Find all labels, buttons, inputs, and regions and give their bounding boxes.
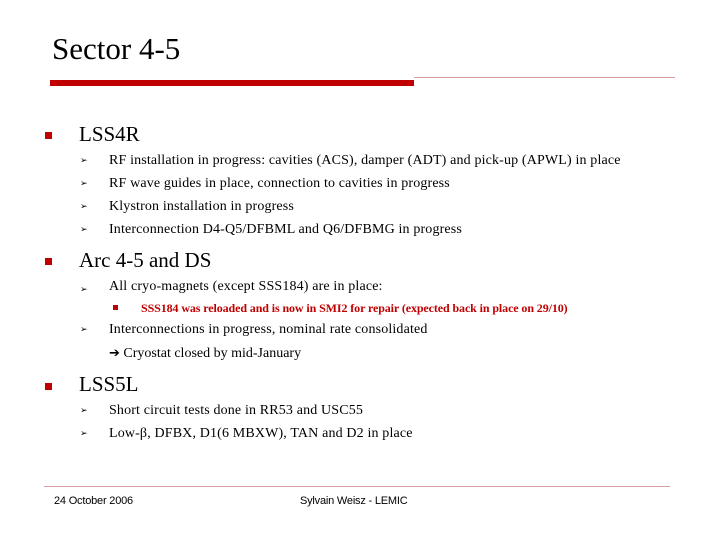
footer-rule bbox=[44, 486, 670, 487]
arrow-bullet-icon: ➢ bbox=[80, 406, 88, 416]
arrow-bullet-icon: ➢ bbox=[80, 285, 88, 295]
list-item: Low-β, DFBX, D1(6 MBXW), TAN and D2 in place bbox=[109, 426, 413, 441]
list-item: Short circuit tests done in RR53 and USC55 bbox=[109, 403, 364, 418]
square-bullet-icon bbox=[45, 132, 52, 139]
footer-date: 24 October 2006 bbox=[54, 495, 133, 507]
footer-author: Sylvain Weisz - LEMIC bbox=[300, 495, 408, 507]
continuation-line bbox=[109, 345, 301, 363]
square-bullet-icon bbox=[45, 258, 52, 265]
small-square-bullet-icon bbox=[113, 305, 118, 310]
list-item: RF installation in progress: cavities (ACS), damper (ADT) and pick-up (APWL) in place bbox=[109, 153, 621, 168]
sub-item-note: SSS184 was reloaded and is now in SMI2 for repair (expected back in place on 29/10) bbox=[141, 301, 568, 315]
continuation-text: Cryostat closed by mid-January bbox=[123, 346, 302, 361]
title-underline-thin bbox=[414, 77, 675, 78]
arrow-bullet-icon: ➢ bbox=[80, 179, 88, 189]
title-underline-thick bbox=[50, 80, 414, 86]
list-item: Interconnection D4-Q5/DFBML and Q6/DFBMG in progress bbox=[109, 222, 462, 237]
list-item: Klystron installation in progress bbox=[109, 199, 294, 214]
list-item: All cryo-magnets (except SSS184) are in place: bbox=[109, 279, 383, 294]
section-heading-lss4r: LSS4R bbox=[79, 122, 140, 146]
slide-title: Sector 4-5 bbox=[52, 31, 181, 66]
arrow-bullet-icon: ➢ bbox=[80, 202, 88, 212]
arrow-bullet-icon: ➢ bbox=[80, 225, 88, 235]
section-heading-arc: Arc 4-5 and DS bbox=[79, 248, 212, 272]
square-bullet-icon bbox=[45, 383, 52, 390]
list-item: RF wave guides in place, connection to cavities in progress bbox=[109, 176, 450, 191]
list-item: Interconnections in progress, nominal rate consolidated bbox=[109, 322, 428, 337]
arrow-bullet-icon: ➢ bbox=[80, 156, 88, 166]
section-heading-lss5l: LSS5L bbox=[79, 372, 139, 396]
bold-arrow-icon: ➔ bbox=[109, 346, 120, 361]
arrow-bullet-icon: ➢ bbox=[80, 429, 88, 439]
arrow-bullet-icon: ➢ bbox=[80, 325, 88, 335]
